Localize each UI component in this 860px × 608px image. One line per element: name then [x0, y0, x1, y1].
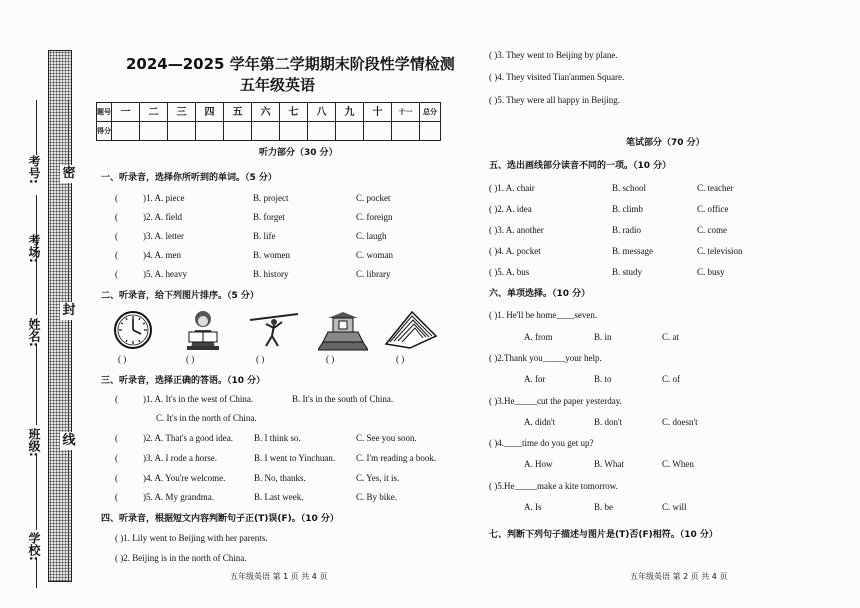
- score-cell[interactable]: [140, 122, 168, 141]
- s6-question-3-option-a: A. didn't: [524, 417, 556, 427]
- question-4-option-b: B. women: [253, 250, 290, 260]
- binding-line: [36, 345, 37, 425]
- s6-question-5: ( )5.He_____make a kite tomorrow.: [489, 481, 618, 491]
- question-2-option-b: B. forget: [253, 212, 285, 222]
- score-table: [96, 102, 441, 141]
- score-cell[interactable]: [364, 122, 392, 141]
- page-footer-left: 五年级英语 第 1 页 共 4 页: [230, 572, 328, 581]
- monument-picture: [318, 308, 368, 352]
- section-7-heading: 七、判断下列句子描述与图片是(T)否(F)相符。（10 分）: [489, 530, 718, 540]
- seal-char-mi: 密: [60, 165, 78, 183]
- s3-question-1-option-c: C. It's in the north of China.: [156, 413, 257, 423]
- question-1-option-b: B. project: [253, 193, 289, 203]
- section-4-heading: 四、听录音，根据短文内容判断句子正(T)误(F)。（10 分）: [101, 514, 339, 524]
- s5-question-4-option-b: B. message: [612, 246, 653, 256]
- s4-item-5: ( )5. They were all happy in Beijing.: [489, 95, 621, 105]
- book-picture: [384, 306, 438, 350]
- s5-question-5-option-c: C. busy: [697, 267, 725, 277]
- picture-1-bracket[interactable]: ( ): [118, 354, 127, 364]
- question-2-option-a: )2. A. field: [143, 212, 182, 222]
- question-3-option-a: )3. A. letter: [143, 231, 184, 241]
- score-table-header: 三: [168, 103, 196, 122]
- s5-question-1-option-a: ( )1. A. chair: [489, 183, 535, 193]
- question-5-option-a: )5. A. heavy: [143, 269, 187, 279]
- s6-question-4-option-c: C. When: [662, 459, 694, 469]
- clock-picture: [112, 310, 154, 350]
- binding-line: [36, 558, 37, 588]
- seal-char-feng: 封: [60, 302, 78, 320]
- s3-question-5-option-a: )5. A. My grandma.: [143, 492, 214, 502]
- s5-question-1-option-b: B. school: [612, 183, 647, 193]
- name-label: 姓名:: [27, 318, 41, 347]
- score-table-row-label: 得分: [97, 122, 112, 141]
- section-6-heading: 六、单项选择。（10 分）: [489, 289, 591, 299]
- picture-3-bracket[interactable]: ( ): [256, 354, 265, 364]
- question-4-option-a: )4. A. men: [143, 250, 181, 260]
- answer-bracket[interactable]: (: [115, 473, 118, 483]
- score-table-header: 八: [308, 103, 336, 122]
- pole-vault-picture: [248, 310, 300, 350]
- answer-bracket[interactable]: (: [115, 212, 118, 222]
- answer-bracket[interactable]: (: [115, 433, 118, 443]
- written-heading: 笔试部分（70 分）: [626, 138, 705, 148]
- s3-question-2-option-c: C. See you soon.: [356, 433, 417, 443]
- s5-question-5-option-a: ( )5. A. bus: [489, 267, 530, 277]
- s3-question-5-option-c: C. By bike.: [356, 492, 398, 502]
- s5-question-3-option-b: B. radio: [612, 225, 641, 235]
- listening-heading: 听力部分（30 分）: [259, 148, 338, 158]
- s4-item-4: ( )4. They visited Tian'anmen Square.: [489, 72, 625, 82]
- exam-subtitle: 五年级英语: [240, 76, 316, 94]
- score-cell[interactable]: [196, 122, 224, 141]
- score-table-header-row: [97, 103, 441, 122]
- s5-question-3-option-c: C. come: [697, 225, 727, 235]
- s3-question-4-option-c: C. Yes, it is.: [356, 473, 400, 483]
- question-1-option-c: C. pocket: [356, 193, 391, 203]
- score-cell[interactable]: [280, 122, 308, 141]
- answer-bracket[interactable]: (: [115, 193, 118, 203]
- s5-question-2-option-a: ( )2. A. idea: [489, 204, 532, 214]
- s4-item-1: ( )1. Lily went to Beijing with her parents.: [115, 533, 268, 543]
- s6-question-2-option-c: C. of: [662, 374, 680, 384]
- s3-question-4-option-b: B. No, thanks.: [254, 473, 306, 483]
- score-cell[interactable]: [252, 122, 280, 141]
- s3-question-2-option-b: B. I think so.: [254, 433, 301, 443]
- s6-question-5-option-a: A. Is: [524, 502, 542, 512]
- exam-room-label: 考场:: [27, 234, 41, 263]
- score-table-header: 九: [336, 103, 364, 122]
- score-table-header: 五: [224, 103, 252, 122]
- question-3-option-c: C. laugh: [356, 231, 387, 241]
- question-3-option-b: B. life: [253, 231, 276, 241]
- school-label: 学校:: [27, 532, 41, 561]
- question-5-option-b: B. history: [253, 269, 289, 279]
- s5-question-2-option-b: B. climb: [612, 204, 643, 214]
- answer-bracket[interactable]: (: [115, 453, 118, 463]
- s5-question-3-option-a: ( )3. A. another: [489, 225, 544, 235]
- score-cell[interactable]: [112, 122, 140, 141]
- answer-bracket[interactable]: (: [115, 492, 118, 502]
- s3-question-4-option-a: )4. A. You're welcome.: [143, 473, 226, 483]
- seal-char-xian: 线: [60, 432, 78, 450]
- girl-reading-picture: [183, 308, 223, 352]
- score-table-header: 二: [140, 103, 168, 122]
- question-5-option-c: C. library: [356, 269, 391, 279]
- binding-line: [36, 100, 37, 155]
- score-cell[interactable]: [336, 122, 364, 141]
- score-cell[interactable]: [224, 122, 252, 141]
- s3-question-3-option-b: B. I went to Yinchuan.: [254, 453, 336, 463]
- section-1-heading: 一、听录音，选择你所听到的单词。（5 分）: [101, 173, 277, 183]
- question-2-option-c: C. foreign: [356, 212, 393, 222]
- s6-question-1-option-c: C. at: [662, 332, 679, 342]
- s3-question-1-option-a: )1. A. It's in the west of China.: [143, 394, 254, 404]
- s6-question-3-option-c: C. doesn't: [662, 417, 698, 427]
- picture-5-bracket[interactable]: ( ): [396, 354, 405, 364]
- score-table-header: 六: [252, 103, 280, 122]
- s6-question-1-option-a: A. from: [524, 332, 553, 342]
- section-3-heading: 三、听录音，选择正确的答语。（10 分）: [101, 376, 266, 386]
- s4-item-2: ( )2. Beijing is in the north of China.: [115, 553, 247, 563]
- s6-question-4: ( )4.____time do you get up?: [489, 438, 594, 448]
- answer-bracket[interactable]: (: [115, 250, 118, 260]
- score-table-header-total: 总分: [420, 103, 441, 122]
- s6-question-4-option-a: A. How: [524, 459, 553, 469]
- s6-question-1-option-b: B. in: [594, 332, 612, 342]
- answer-bracket[interactable]: (: [115, 394, 118, 404]
- answer-bracket[interactable]: (: [115, 269, 118, 279]
- score-cell[interactable]: [308, 122, 336, 141]
- score-table-score-row: [97, 122, 441, 141]
- exam-number-label: 考号:: [27, 155, 41, 184]
- answer-bracket[interactable]: (: [115, 231, 118, 241]
- s6-question-5-option-c: C. will: [662, 502, 687, 512]
- score-cell[interactable]: [168, 122, 196, 141]
- s6-question-3-option-b: B. don't: [594, 417, 623, 427]
- section-5-heading: 五、选出画线部分读音不同的一项。（10 分）: [489, 161, 672, 171]
- question-4-option-c: C. woman: [356, 250, 393, 260]
- s3-question-3-option-a: )3. A. I rode a horse.: [143, 453, 217, 463]
- s6-question-5-option-b: B. be: [594, 502, 613, 512]
- s6-question-4-option-b: B. What: [594, 459, 624, 469]
- binding-line: [36, 455, 37, 530]
- s6-question-2-option-b: B. to: [594, 374, 612, 384]
- s5-question-1-option-c: C. teacher: [697, 183, 734, 193]
- score-cell-total[interactable]: [420, 122, 441, 141]
- s3-question-3-option-c: C. I'm reading a book.: [356, 453, 437, 463]
- score-cell[interactable]: [392, 122, 420, 141]
- s3-question-1-option-b: B. It's in the south of China.: [292, 394, 394, 404]
- s6-question-2-option-a: A. for: [524, 374, 546, 384]
- class-label: 班级:: [27, 428, 41, 457]
- page-footer-right: 五年级英语 第 2 页 共 4 页: [630, 572, 728, 581]
- section-2-heading: 二、听录音，给下列图片排序。（5 分）: [101, 291, 259, 301]
- score-table-header: 七: [280, 103, 308, 122]
- s3-question-5-option-b: B. Last week.: [254, 492, 304, 502]
- s6-question-3: ( )3.He_____cut the paper yesterday.: [489, 396, 622, 406]
- question-1-option-a: )1. A. piece: [143, 193, 185, 203]
- s5-question-4-option-c: C. television: [697, 246, 743, 256]
- s5-question-5-option-b: B. study: [612, 267, 643, 277]
- s4-item-3: ( )3. They went to Beijing by plane.: [489, 50, 618, 60]
- s6-question-2: ( )2.Thank you_____your help.: [489, 353, 602, 363]
- picture-2-bracket[interactable]: ( ): [186, 354, 195, 364]
- s6-question-1: ( )1. He'll be home____seven.: [489, 310, 598, 320]
- score-table-header: 四: [196, 103, 224, 122]
- score-table-header: 十: [364, 103, 392, 122]
- score-table-row-label: 题号: [97, 103, 112, 122]
- score-table-header: 一: [112, 103, 140, 122]
- score-table-header: 十一: [392, 103, 420, 122]
- s3-question-2-option-a: )2. A. That's a good idea.: [143, 433, 233, 443]
- s5-question-2-option-c: C. office: [697, 204, 729, 214]
- exam-title: 2024—2025 学年第二学期期末阶段性学情检测: [126, 55, 455, 73]
- picture-4-bracket[interactable]: ( ): [326, 354, 335, 364]
- s5-question-4-option-a: ( )4. A. pocket: [489, 246, 541, 256]
